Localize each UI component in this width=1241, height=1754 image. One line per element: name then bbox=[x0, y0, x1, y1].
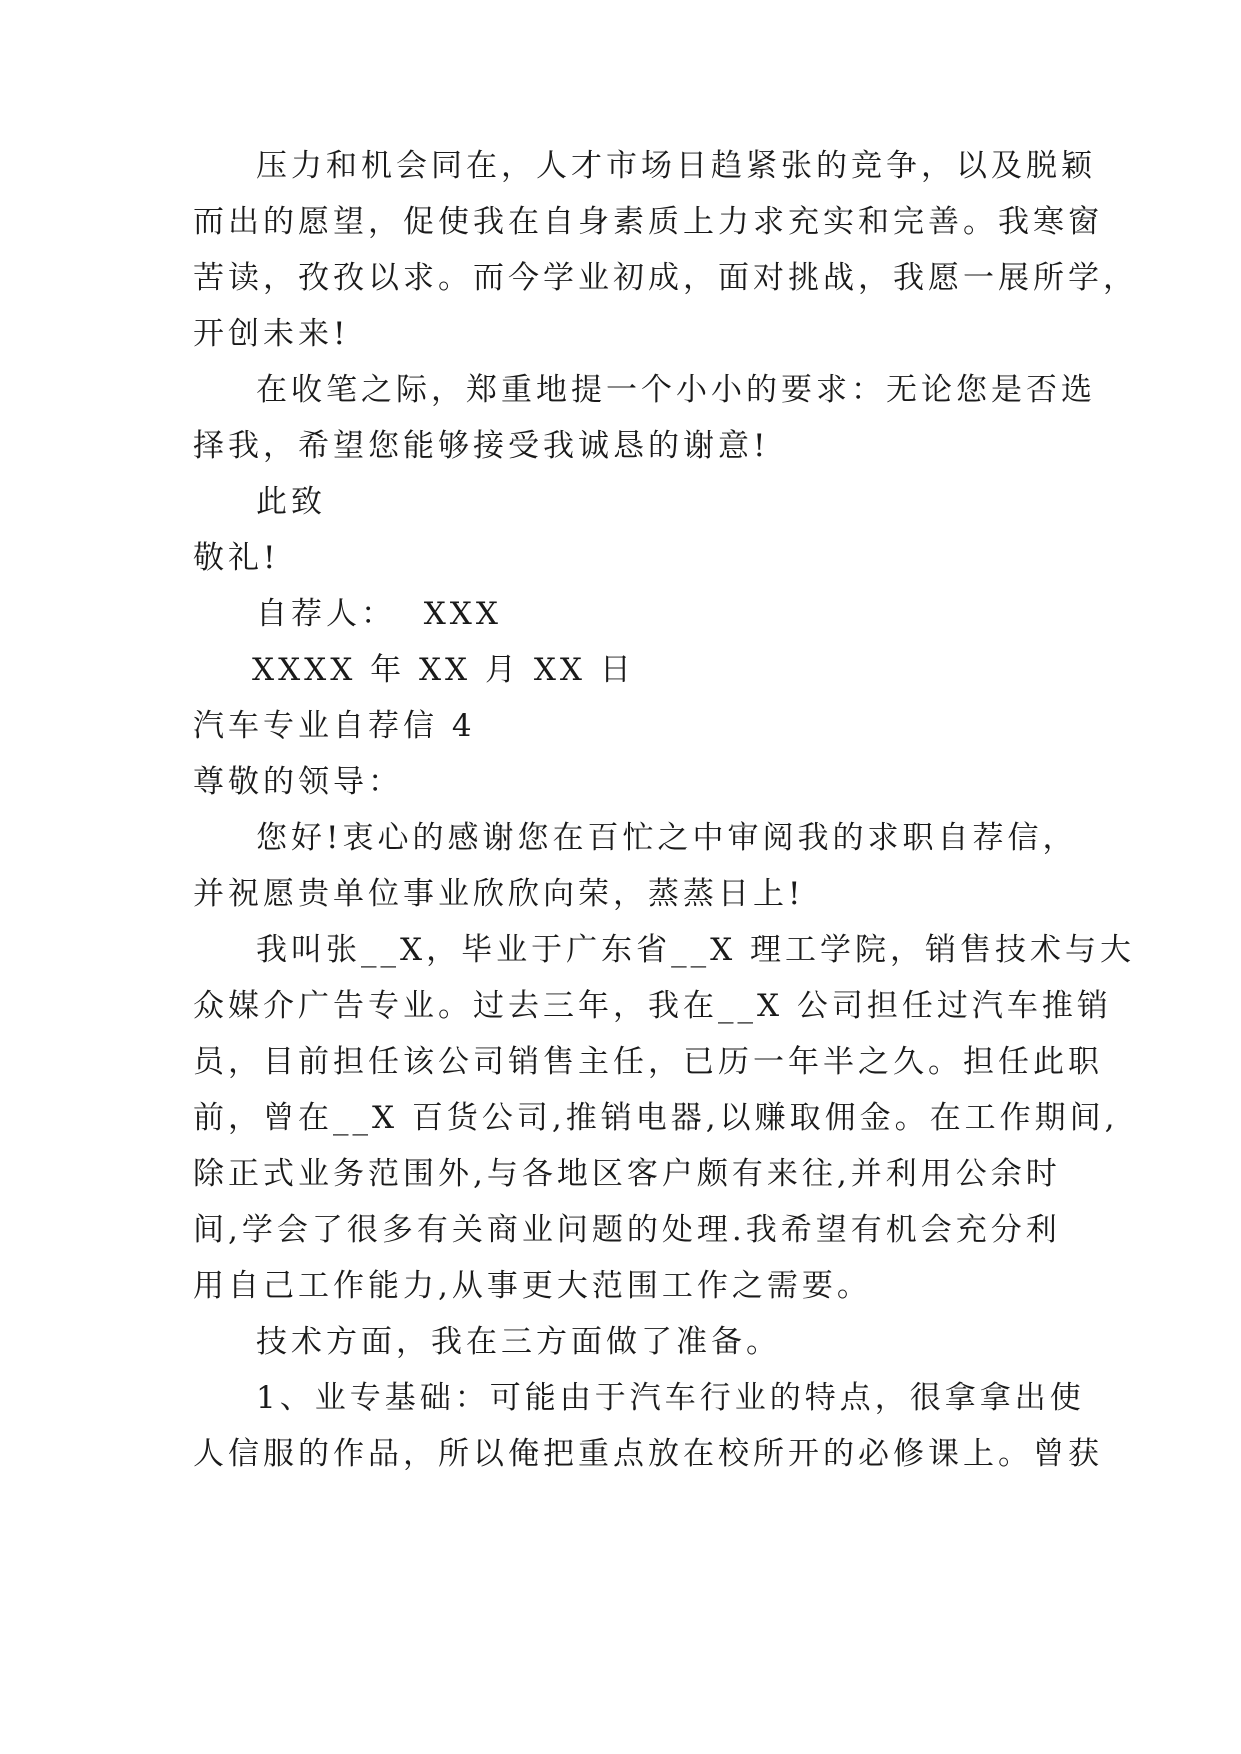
paragraph-line: 前，曾在__X 百货公司,推销电器,以赚取佣金。在工作期间, bbox=[193, 1100, 1119, 1136]
paragraph-line: 苦读，孜孜以求。而今学业初成，面对挑战，我愿一展所学， bbox=[193, 260, 1138, 296]
paragraph-line: 间,学会了很多有关商业问题的处理.我希望有机会充分利 bbox=[193, 1212, 1061, 1248]
paragraph-line: 择我，希望您能够接受我诚恳的谢意! bbox=[193, 428, 770, 464]
paragraph-line: 除正式业务范围外,与各地区客户颇有来往,并利用公余时 bbox=[193, 1156, 1061, 1192]
paragraph-line: 而出的愿望，促使我在自身素质上力求充实和完善。我寒窗 bbox=[193, 204, 1103, 240]
paragraph-line: 我叫张__X，毕业于广东省__X 理工学院，销售技术与大 bbox=[256, 932, 1135, 968]
signature: 自荐人： XXX bbox=[256, 596, 502, 632]
paragraph-line: 并祝愿贵单位事业欣欣向荣，蒸蒸日上! bbox=[193, 876, 805, 912]
paragraph-line: 员，目前担任该公司销售主任，已历一年半之久。担任此职 bbox=[193, 1044, 1103, 1080]
paragraph-line: 用自己工作能力,从事更大范围工作之需要。 bbox=[193, 1268, 872, 1304]
closing-line: 此致 bbox=[256, 484, 326, 520]
paragraph-line: 技术方面，我在三方面做了准备。 bbox=[256, 1324, 781, 1360]
salutation: 尊敬的领导： bbox=[193, 764, 403, 800]
date: XXXX 年 XX 月 XX 日 bbox=[252, 652, 635, 688]
paragraph-line: 压力和机会同在，人才市场日趋紧张的竞争，以及脱颖 bbox=[256, 148, 1096, 184]
letter-heading: 汽车专业自荐信 4 bbox=[193, 708, 476, 744]
paragraph-line: 开创未来! bbox=[193, 316, 350, 352]
paragraph-line: 众媒介广告专业。过去三年，我在__X 公司担任过汽车推销 bbox=[193, 988, 1112, 1024]
paragraph-line: 1、业专基础：可能由于汽车行业的特点，很拿拿出使 bbox=[256, 1380, 1085, 1416]
closing-line: 敬礼! bbox=[193, 540, 280, 576]
paragraph-line: 人信服的作品，所以俺把重点放在校所开的必修课上。曾获 bbox=[193, 1436, 1103, 1472]
paragraph-line: 在收笔之际，郑重地提一个小小的要求：无论您是否选 bbox=[256, 372, 1096, 408]
paragraph-line: 您好!衷心的感谢您在百忙之中审阅我的求职自荐信， bbox=[256, 820, 1078, 856]
